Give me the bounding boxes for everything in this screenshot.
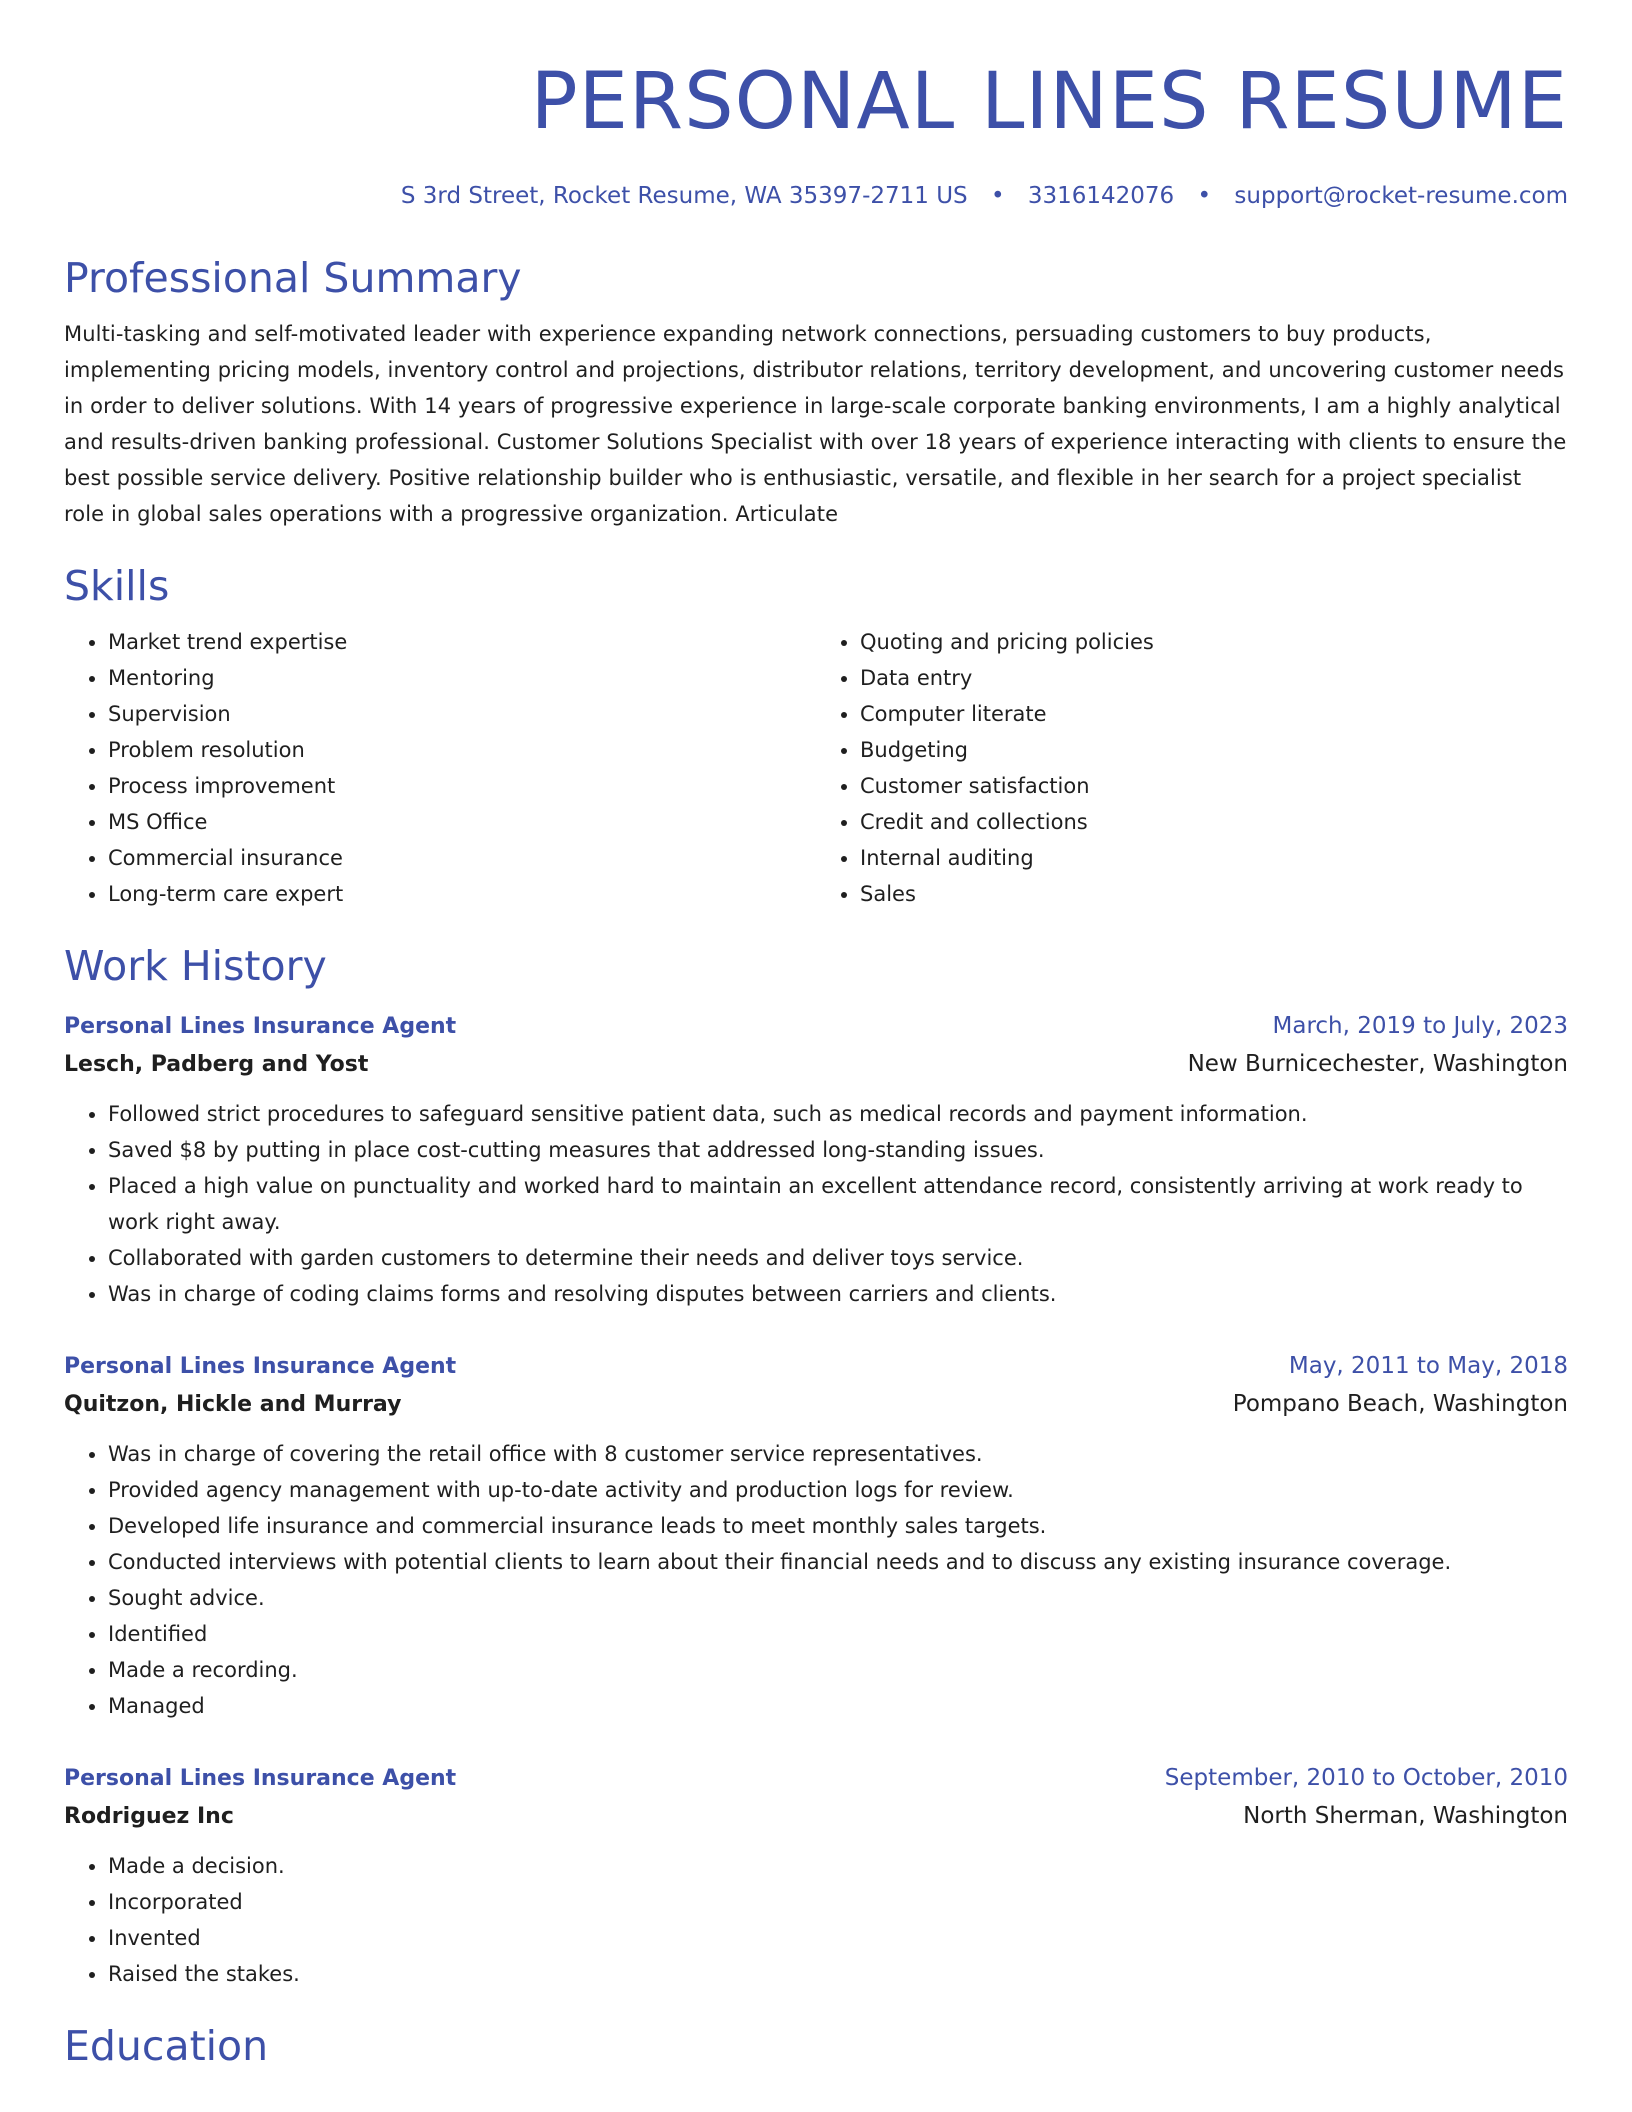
- skills-columns: [64, 624, 1568, 912]
- skill-item: • Sales: [860, 876, 1568, 912]
- contact-separator: •: [1197, 183, 1212, 209]
- skill-item: • Quoting and pricing policies: [860, 624, 1568, 660]
- skill-item: • Supervision: [108, 696, 816, 732]
- contact-phone: 3316142076: [1027, 183, 1175, 209]
- skill-item: • Computer literate: [860, 696, 1568, 732]
- job-bullet: • Placed a high value on punctuality and worked hard to maintain an excellent attendance record, consistently arriving at work ready to work right away.: [108, 1168, 1568, 1240]
- job-bullets: [64, 1436, 1568, 1724]
- job-title: Personal Lines Insurance Agent: [64, 1014, 457, 1039]
- job-header: [64, 1760, 1568, 1797]
- contact-email: support@rocket-resume.com: [1234, 183, 1568, 209]
- job-bullet: • Made a recording.: [108, 1652, 1568, 1688]
- job-subheader: [64, 1797, 1568, 1836]
- skills-list-left: [64, 624, 816, 912]
- skill-item: • Market trend expertise: [108, 624, 816, 660]
- resume-page: [64, 0, 1568, 2072]
- summary-text: Multi-tasking and self-motivated leader with experience expanding network connections, persuading customers to buy products, implementing pricing models, inventory control and projections, distributor relations, territory development, and uncovering customer needs in order to deliver solutions. With 14 years of progressive experience in large-scale corporate banking environments, I am a highly analytical and results-driven banking professional. Customer Solutions Specialist with over 18 years of experience interacting with clients to ensure the best possible service delivery. Positive relationship builder who is enthusiastic, versatile, and flexible in her search for a project specialist role in global sales operations with a progressive organization. Articulate: [64, 322, 1567, 526]
- job-company: Lesch, Padberg and Yost: [64, 1052, 369, 1077]
- contact-line: [64, 180, 1568, 212]
- job-bullet: • Conducted interviews with potential clients to learn about their financial needs and to discuss any existing insurance coverage.: [108, 1544, 1568, 1580]
- job-location: New Burnicechester, Washington: [1187, 1051, 1568, 1077]
- job-bullet: • Identified: [108, 1616, 1568, 1652]
- job-bullet: • Saved $8 by putting in place cost-cutting measures that addressed long-standing issues.: [108, 1132, 1568, 1168]
- summary-heading: Professional Summary: [64, 254, 522, 302]
- job-bullets: [64, 1096, 1568, 1312]
- job-bullet: • Invented: [108, 1920, 1568, 1956]
- job-bullet: • Developed life insurance and commercial insurance leads to meet monthly sales targets.: [108, 1508, 1568, 1544]
- skill-item: • Credit and collections: [860, 804, 1568, 840]
- job-entry: [64, 1760, 1568, 1992]
- job-bullet: • Made a decision.: [108, 1848, 1568, 1884]
- job-company: Quitzon, Hickle and Murray: [64, 1392, 402, 1417]
- job-title: Personal Lines Insurance Agent: [64, 1766, 457, 1791]
- job-bullet: • Was in charge of covering the retail office with 8 customer service representatives.: [108, 1436, 1568, 1472]
- work-history-heading: Work History: [64, 942, 327, 990]
- resume-title: PERSONAL LINES RESUME: [530, 57, 1568, 147]
- skill-item: • Long-term care expert: [108, 876, 816, 912]
- job-entry: [64, 1008, 1568, 1312]
- job-bullet: • Provided agency management with up-to-date activity and production logs for review.: [108, 1472, 1568, 1508]
- job-dates: September, 2010 to October, 2010: [1164, 1765, 1568, 1791]
- contact-separator: •: [990, 183, 1005, 209]
- skill-item: • Budgeting: [860, 732, 1568, 768]
- job-header: [64, 1008, 1568, 1045]
- job-bullet: • Raised the stakes.: [108, 1956, 1568, 1992]
- job-entry: [64, 1348, 1568, 1724]
- job-bullet: • Collaborated with garden customers to determine their needs and deliver toys service.: [108, 1240, 1568, 1276]
- job-bullets: [64, 1848, 1568, 1992]
- job-subheader: [64, 1045, 1568, 1084]
- job-header: [64, 1348, 1568, 1385]
- job-location: Pompano Beach, Washington: [1232, 1391, 1568, 1417]
- skill-item: • Customer satisfaction: [860, 768, 1568, 804]
- skill-item: • Commercial insurance: [108, 840, 816, 876]
- job-company: Rodriguez Inc: [64, 1804, 234, 1829]
- job-bullet: • Sought advice.: [108, 1580, 1568, 1616]
- education-heading: Education: [64, 2022, 269, 2070]
- skill-item: • Mentoring: [108, 660, 816, 696]
- job-dates: May, 2011 to May, 2018: [1288, 1353, 1568, 1379]
- skill-item: • Process improvement: [108, 768, 816, 804]
- job-bullet: • Followed strict procedures to safeguard sensitive patient data, such as medical records and payment information.: [108, 1096, 1568, 1132]
- skill-item: • Data entry: [860, 660, 1568, 696]
- skills-list-right: [816, 624, 1568, 912]
- job-bullet: • Managed: [108, 1688, 1568, 1724]
- job-bullet: • Incorporated: [108, 1884, 1568, 1920]
- skill-item: • Problem resolution: [108, 732, 816, 768]
- skills-heading: Skills: [64, 562, 170, 610]
- job-subheader: [64, 1385, 1568, 1424]
- job-dates: March, 2019 to July, 2023: [1272, 1013, 1568, 1039]
- job-location: North Sherman, Washington: [1243, 1803, 1568, 1829]
- skill-item: • MS Office: [108, 804, 816, 840]
- skill-item: • Internal auditing: [860, 840, 1568, 876]
- contact-address: S 3rd Street, Rocket Resume, WA 35397-2711 US: [400, 183, 968, 209]
- job-title: Personal Lines Insurance Agent: [64, 1354, 457, 1379]
- job-bullet: • Was in charge of coding claims forms and resolving disputes between carriers and clients.: [108, 1276, 1568, 1312]
